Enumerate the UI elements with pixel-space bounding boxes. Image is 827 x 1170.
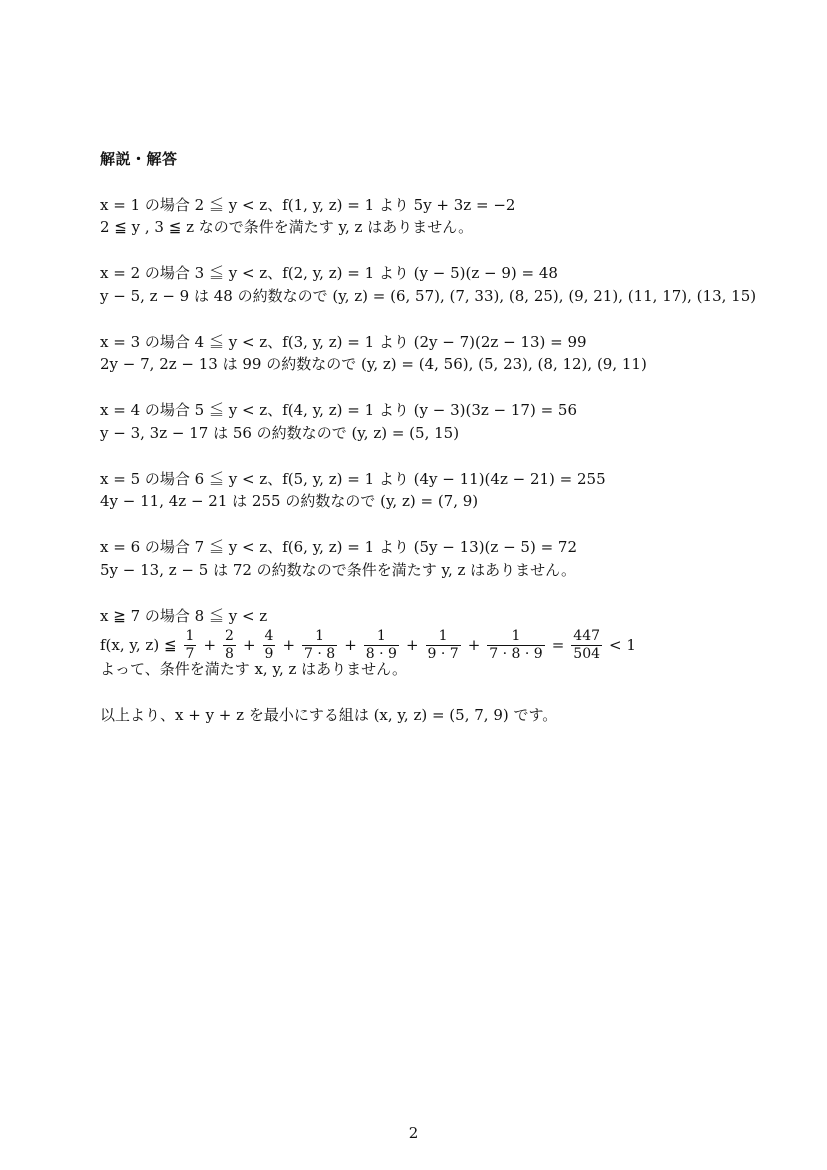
fraction: $\frac{2}{8}$ — [225, 627, 234, 662]
case-7-line-3: よって、条件を満たす x, y, z はありません。 — [100, 660, 408, 678]
case-4-line-2: y − 3, 3z − 17 は 56 の約数なので (y, z) = (5, 15) — [100, 424, 460, 442]
fraction: $\frac{1}{7}$ — [185, 627, 195, 662]
case-6-line-2: 5y − 13, z − 5 は 72 の約数なので条件を満たす y, z はありません。 — [100, 561, 577, 579]
fraction: $\frac{4}{9}$ — [264, 627, 274, 662]
case-3-line-1: x = 3 の場合 4 ≦ y < z、f(3, y, z) = 1 より (2y − 7)(2z − 13) = 99 — [100, 333, 587, 351]
plus-sign: + — [344, 636, 357, 654]
case-6-line-1: x = 6 の場合 7 ≦ y < z、f(6, y, z) = 1 より (5y − 13)(z − 5) = 72 — [100, 538, 578, 556]
plus-sign: + — [405, 636, 419, 654]
case-5-line-1: x = 5 の場合 6 ≦ y < z、f(5, y, z) = 1 より (4y − 11)(4z − 21) = 255 — [100, 470, 606, 488]
result-fraction: $\frac{447}{504}$ — [573, 627, 601, 662]
conclusion-line: 以上より、x + y + z を最小にする組は (x, y, z) = (5, 7, 9) です。 — [100, 706, 558, 724]
case-2-line-2: y − 5, z − 9 は 48 の約数なので (y, z) = (6, 57), (7, 33), (8, 25), (9, 21), (11, 17), (13, 15) — [100, 287, 757, 305]
case-4-line-1: x = 4 の場合 5 ≦ y < z、f(4, y, z) = 1 より (y − 3)(3z − 17) = 56 — [100, 401, 578, 419]
plus-sign: + — [203, 636, 217, 654]
inequality-lhs: f(x, y, z) ≦ — [100, 636, 177, 654]
case-1-line-2: 2 ≦ y , 3 ≦ z なので条件を満たす y, z はありません。 — [100, 218, 474, 236]
case-2-line-1: x = 2 の場合 3 ≦ y < z、f(2, y, z) = 1 より (y − 5)(z − 9) = 48 — [100, 264, 558, 282]
case-3-line-2: 2y − 7, 2z − 13 は 99 の約数なので (y, z) = (4, 56), (5, 23), (8, 12), (9, 11) — [100, 355, 647, 373]
fraction: $\frac{1}{7 \cdot 8}$ — [304, 627, 336, 662]
inequality-tail: < 1 — [609, 636, 636, 654]
equals-sign: = — [551, 636, 565, 654]
case-5-line-2: 4y − 11, 4z − 21 は 255 の約数なので (y, z) = (7, 9) — [100, 492, 479, 510]
case-7-line-1: x ≧ 7 の場合 8 ≦ y < z — [100, 607, 268, 625]
page-number: 2 — [408, 1124, 419, 1142]
plus-sign: + — [242, 636, 256, 654]
fraction: $\frac{1}{8 \cdot 9}$ — [365, 627, 397, 662]
case-1-line-1: x = 1 の場合 2 ≦ y < z、f(1, y, z) = 1 より 5y + 3z = −2 — [100, 196, 516, 214]
plus-sign: + — [282, 636, 296, 654]
fraction: $\frac{1}{9 \cdot 7}$ — [427, 627, 459, 662]
fraction: $\frac{1}{7 \cdot 8 \cdot 9}$ — [489, 627, 543, 662]
plus-sign: + — [467, 636, 481, 654]
section-heading: 解説・解答 — [100, 150, 178, 168]
